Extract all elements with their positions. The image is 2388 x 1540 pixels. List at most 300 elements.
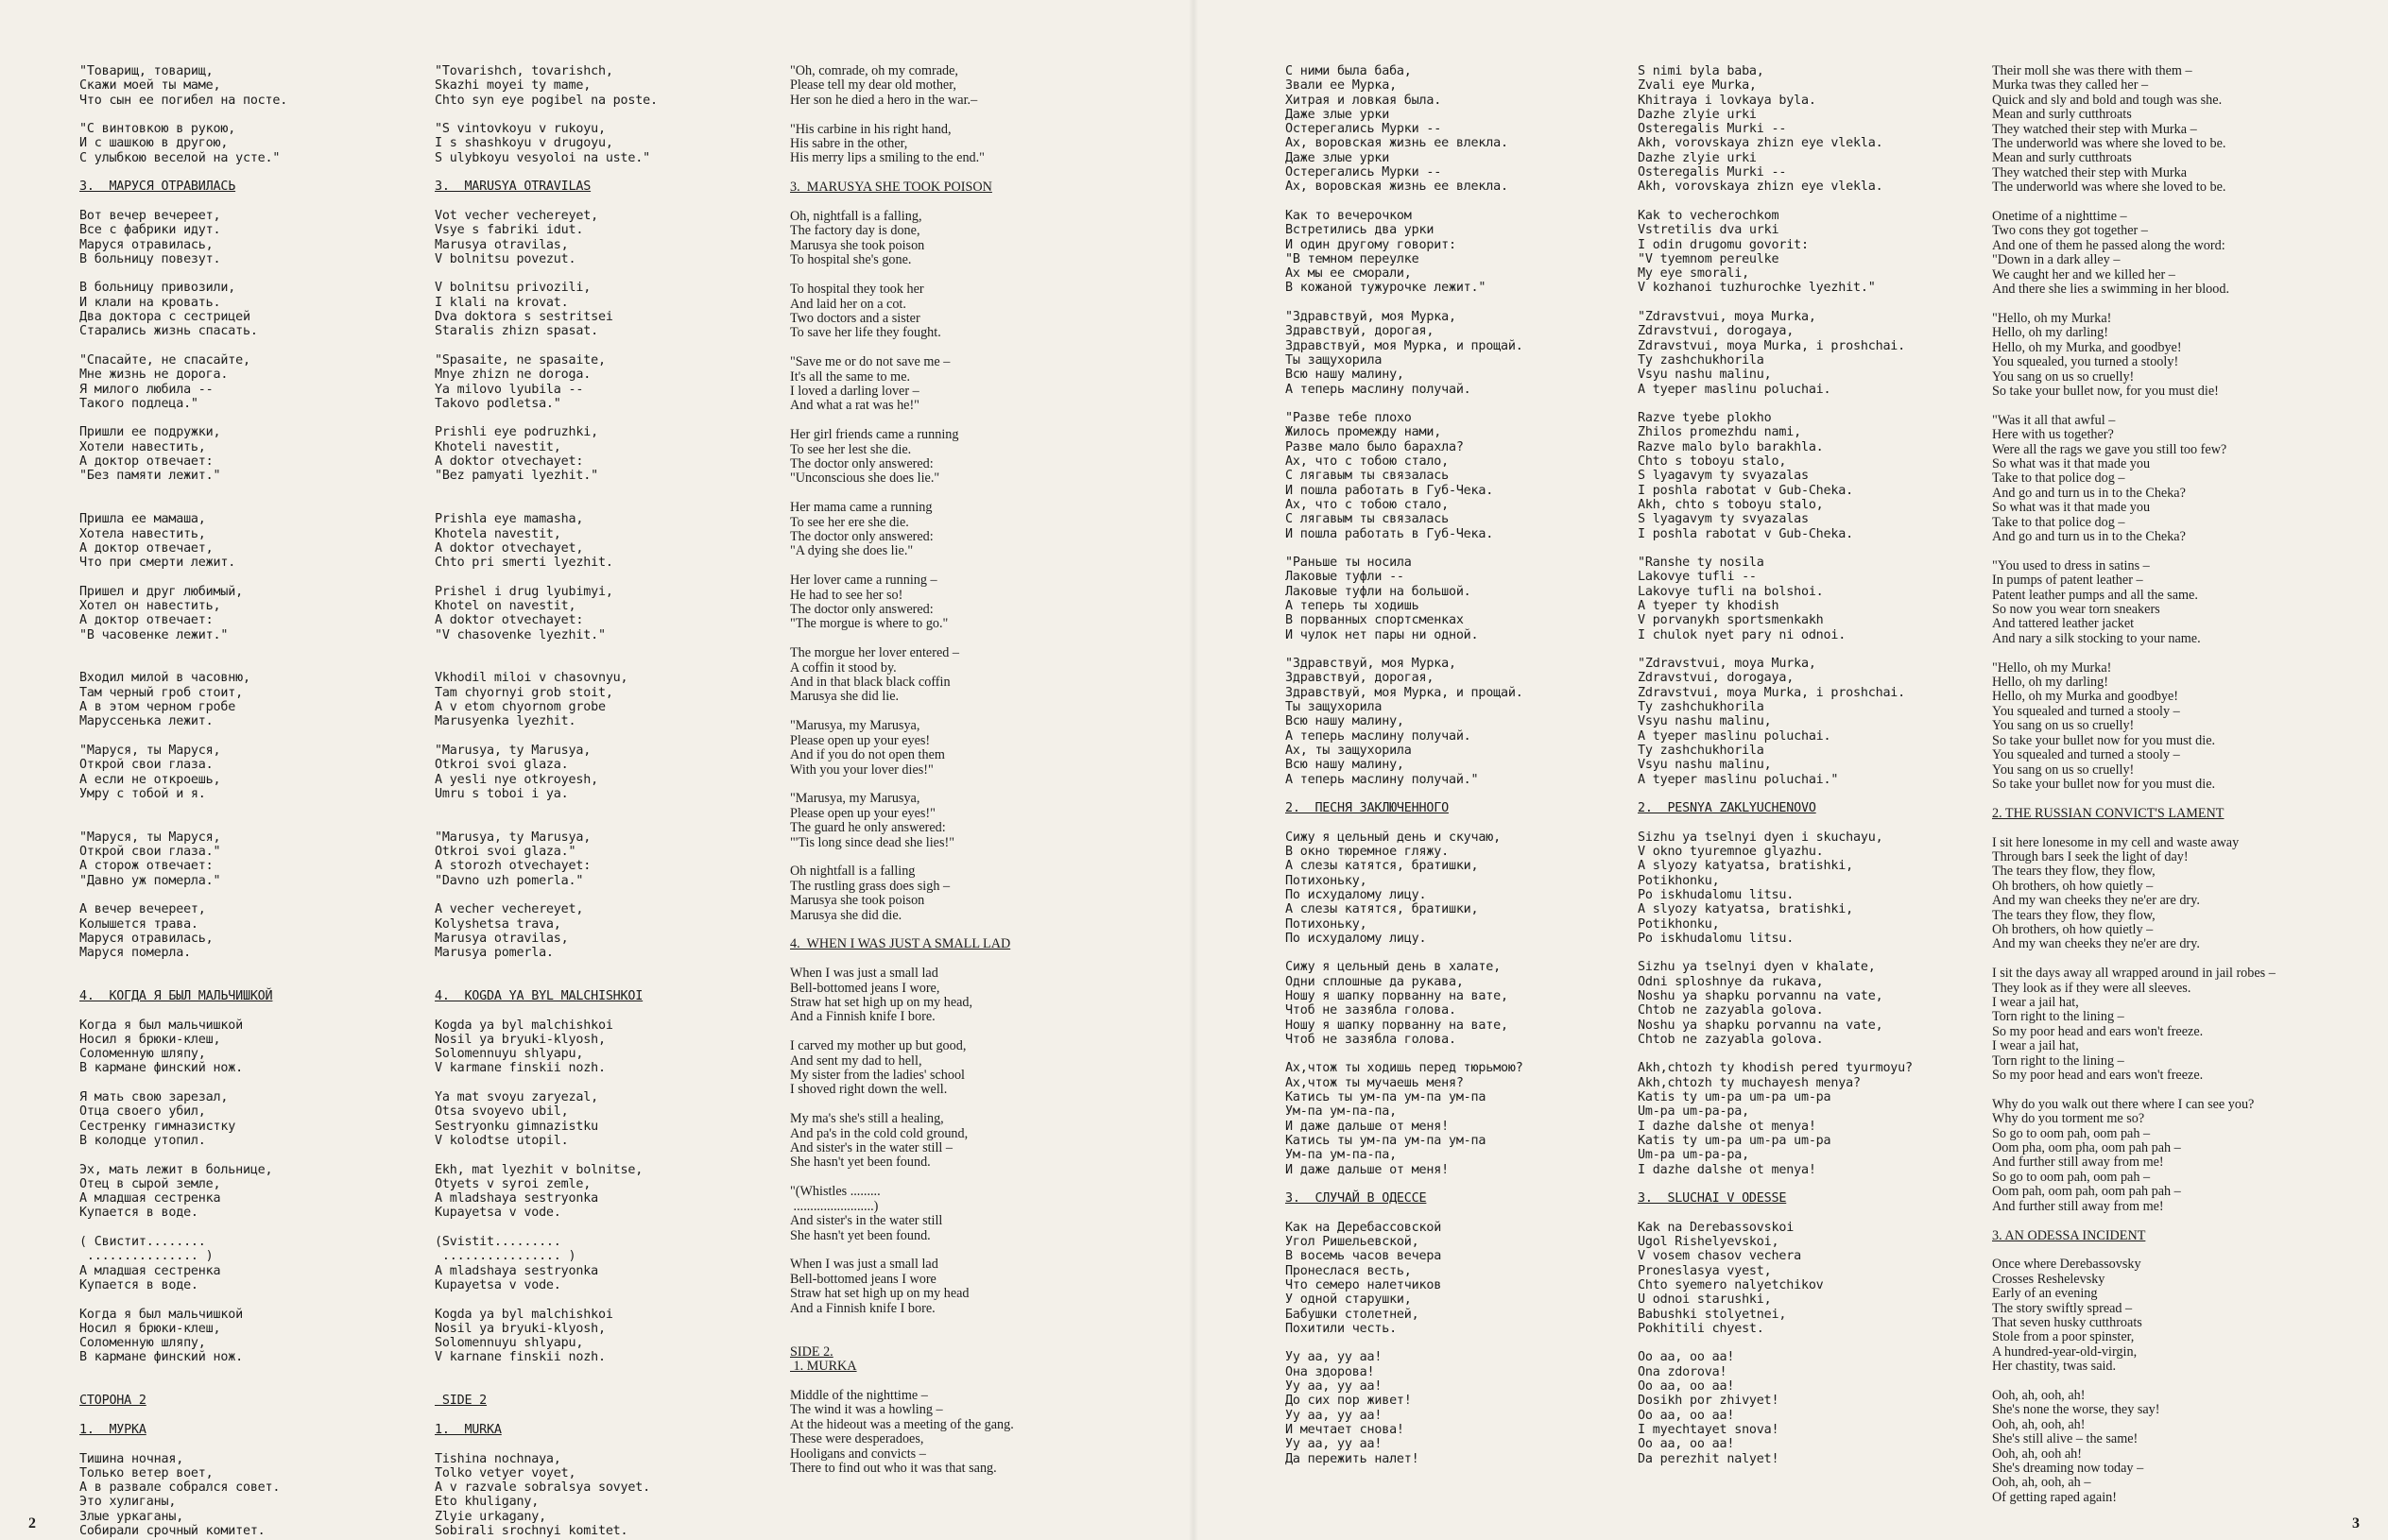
center-fold (1189, 0, 1198, 1540)
blank-line (435, 570, 775, 584)
lyric-line: To hospital they took her (790, 282, 924, 298)
lyric-line: А слезы катятся, братишки, (1285, 902, 1479, 917)
lyric-line: Onetime of a nighttime – (1992, 209, 2127, 225)
lyric-line: Please open up your eyes!" (790, 805, 936, 821)
blank-line (435, 642, 775, 657)
lyric-line: Potikhonku, (1638, 916, 1720, 932)
lyric-line: А теперь маслину получай. (1285, 382, 1471, 397)
blank-line (79, 1292, 420, 1307)
lyric-line: "S vintovkoyu v rukoyu, (435, 122, 606, 137)
blank-line (1638, 642, 1978, 657)
lyric-line: 3. AN ODESSA INCIDENT (1992, 1227, 2146, 1243)
blank-line (790, 1171, 1130, 1185)
lyric-line: Всю нашу малину, (1285, 758, 1404, 773)
blank-line (1992, 1214, 2332, 1228)
blank-line (435, 888, 775, 902)
lyric-line: Пришли ее подружки, (79, 425, 221, 440)
lyric-line: Takovo podletsa." (435, 396, 561, 411)
lyric-line: Одни сплошные да рукава, (1285, 974, 1464, 989)
lyric-line: "В темном переулке (1285, 251, 1419, 266)
lyric-line: And sister's in the water still – (790, 1140, 953, 1156)
blank-line (1638, 1047, 1978, 1061)
lyric-line: And a Finnish knife I bore. (790, 1009, 936, 1025)
blank-line (435, 195, 775, 209)
lyric-line: (Svistit......... (435, 1235, 561, 1250)
lyric-line: When I was just a small lad (790, 1257, 938, 1273)
lyric-line: A vecher vechereyet, (435, 902, 584, 917)
lyric-line: В восемь часов вечера (1285, 1249, 1442, 1264)
lyric-line: So take your bullet now for you must die. (1992, 776, 2216, 792)
lyric-line: Straw hat set high up on my head, (790, 995, 973, 1010)
lyric-line: A doktor otvechayet: (435, 613, 584, 628)
blank-line (435, 975, 775, 989)
lyric-line: Ona zdorova! (1638, 1364, 1727, 1379)
lyric-line: Um-pa um-pa-pa, (1638, 1148, 1749, 1163)
lyric-line: To see her lest she die. (790, 441, 912, 457)
lyric-line: Ooh, ah, ooh, ah! (1992, 1416, 2086, 1432)
blank-line (435, 1379, 775, 1394)
lyric-line: А теперь маслину получай. (1285, 728, 1471, 744)
blank-line (790, 1025, 1130, 1039)
lyric-line: Take to that police dog – (1992, 471, 2125, 487)
blank-line (790, 166, 1130, 180)
lyric-line: A v razvale sobralsya sovyet. (435, 1480, 650, 1496)
lyric-line: Kak na Derebassovskoi (1638, 1220, 1795, 1235)
lyric-line: Prishel i drug lyubimyi, (435, 584, 613, 599)
lyric-line: I poshla rabotat v Gub-Cheka. (1638, 483, 1853, 498)
lyric-line: S nimi byla baba, (1638, 64, 1764, 78)
lyric-line: Proneslasya vyest, (1638, 1263, 1772, 1278)
lyric-line: С лягавым ты связалась (1285, 512, 1449, 527)
lyric-line: It's all the same to me. (790, 368, 911, 385)
lyric-line: Разве мало было барахла? (1285, 439, 1464, 454)
blank-line (1638, 787, 1978, 801)
blank-line (1992, 399, 2332, 413)
lyric-line: V kolodtse utopil. (435, 1133, 569, 1148)
lyric-line: Dazhe zlyie urki (1638, 107, 1757, 122)
lyric-line: Lakovye tufli na bolshoi. (1638, 584, 1824, 599)
lyric-line: Torn right to the lining – (1992, 1009, 2124, 1025)
lyric-line: Through bars I seek the light of day! (1992, 848, 2189, 864)
lyric-line: Все с фабрики идут. (79, 223, 221, 238)
lyric-line: "Маруся, ты Маруся, (79, 743, 221, 758)
lyric-line: Oh brothers, oh how quietly – (1992, 921, 2154, 937)
lyric-line: "You used to dress in satins – (1992, 557, 2150, 573)
blank-line (790, 268, 1130, 282)
lyric-line: Пришла ее мамаша, (79, 512, 206, 527)
lyric-line: Хотела навестить, (79, 526, 206, 541)
blank-line (790, 1098, 1130, 1112)
blank-line (79, 815, 420, 830)
lyric-line: Как то вечерочком (1285, 208, 1412, 223)
lyric-line: She hasn't yet been found. (790, 1227, 931, 1243)
lyric-line: Hooligans and convicts – (790, 1446, 926, 1462)
lyric-line: Stole from a poor spinster, (1992, 1329, 2135, 1345)
lyric-line: Osteregalis Murki -- (1638, 165, 1787, 180)
lyric-line: So my poor head and ears won't freeze. (1992, 1068, 2204, 1084)
lyric-line: So take your bullet now, for you must die! (1992, 383, 2219, 399)
lyric-line: Zdravstvui, dorogaya, (1638, 671, 1795, 686)
lyric-line: To save her life they fought. (790, 325, 941, 341)
lyric-line: The wind it was a howling – (790, 1402, 943, 1418)
lyric-line: A v etom chyornom grobe (435, 700, 606, 715)
lyric-line: In pumps of patent leather – (1992, 573, 2143, 589)
lyric-line: Купается в воде. (79, 1206, 198, 1221)
lyric-line: Chtob ne zazyabla golova. (1638, 1032, 1824, 1047)
blank-line (79, 266, 420, 281)
lyric-line: Prishli eye podruzhki, (435, 425, 598, 440)
lyric-line: "'Tis long since dead she lies!" (790, 834, 954, 850)
lyric-line: A tyeper maslinu poluchai." (1638, 772, 1839, 787)
lyric-line: Osteregalis Murki -- (1638, 122, 1787, 137)
lyric-line: ................ ) (435, 1249, 576, 1264)
lyric-line: Skazhi moyei ty mame, (435, 78, 592, 94)
blank-line (435, 498, 775, 512)
blank-line (1285, 1177, 1625, 1191)
lyric-line: Zdravstvui, moya Murka, i proshchai. (1638, 338, 1906, 353)
lyric-line: Mean and surly cutthroats (1992, 150, 2132, 166)
blank-line (1638, 1206, 1978, 1220)
lyric-line: I odin drugomu govorit: (1638, 237, 1809, 252)
lyric-line: He had to see her so! (790, 587, 903, 603)
lyric-line: Umru s toboi i ya. (435, 786, 569, 801)
lyric-line: "Zdravstvui, moya Murka, (1638, 657, 1816, 672)
lyric-line: "Zdravstvui, moya Murka, (1638, 310, 1816, 325)
lyric-line: Hello, oh my Murka, and goodbye! (1992, 339, 2182, 355)
lyric-line: По исхудалому лицу. (1285, 931, 1427, 946)
lyric-line: I poshla rabotat v Gub-Cheka. (1638, 526, 1853, 541)
lyric-line: "Раньше ты носила (1285, 556, 1412, 571)
lyric-line: А если не откроешь, (79, 772, 221, 787)
lyric-line: "В часовенке лежит." (79, 627, 229, 642)
lyric-line: Носил я брюки-клеш, (79, 1321, 221, 1336)
lyric-line: "The morgue is where to go." (790, 616, 949, 632)
lyric-line: Даже злые урки (1285, 150, 1390, 165)
lyric-line: Kupayetsa v vode. (435, 1206, 561, 1221)
blank-line (1638, 397, 1978, 411)
lyric-line: "Маруся, ты Маруся, (79, 830, 221, 845)
lyric-line: And further still away from me! (1992, 1198, 2164, 1214)
lyric-line: And laid her on a cot. (790, 296, 906, 312)
lyric-line: Открой свои глаза. (79, 758, 214, 773)
lyric-line: With you your lover dies!" (790, 761, 934, 778)
lyric-line: И даже дальше от меня! (1285, 1162, 1449, 1177)
blank-line (435, 1292, 775, 1307)
blank-line (435, 1148, 775, 1162)
lyric-line: I myechtayet snova! (1638, 1422, 1779, 1437)
lyric-line: Bell-bottomed jeans I wore (790, 1271, 936, 1287)
lyric-line: Уу аа, уу аа! (1285, 1408, 1383, 1423)
lyric-line: В колодце утопил. (79, 1133, 206, 1148)
lyric-line: Once where Derebassovsky (1992, 1257, 2141, 1273)
lyric-line: Akh,chtozh ty muchayesh menya? (1638, 1075, 1861, 1090)
lyric-line: Сижу я цельный день в халате, (1285, 960, 1501, 975)
lyric-line: Zlyie urkagany, (435, 1509, 546, 1524)
lyric-line: Razve malo bylo barakhla. (1638, 439, 1824, 454)
lyric-line: Patent leather pumps and all the same. (1992, 587, 2198, 603)
lyric-line: Хотел он навестить, (79, 598, 221, 613)
lyric-line: Vsye s fabriki idut. (435, 223, 584, 238)
lyric-line: I chulok nyet pary ni odnoi. (1638, 627, 1847, 642)
lyric-line: S lyagavym ty svyazalas (1638, 469, 1809, 484)
lyric-line: В больницу повезут. (79, 251, 221, 266)
lyric-line: I sit here lonesome in my cell and waste away (1992, 834, 2240, 850)
blank-line (79, 657, 420, 671)
lyric-line: Oo aa, oo aa! (1638, 1408, 1735, 1423)
lyric-line: Po iskhudalomu litsu. (1638, 931, 1795, 946)
blank-line (1285, 1206, 1625, 1220)
lyric-line: They watched their step with Murka – (1992, 121, 2197, 137)
lyric-line: А доктор отвечает, (79, 540, 214, 556)
lyric-line: Уу аа, уу аа! (1285, 1379, 1383, 1395)
lyric-line: Отца своего убил, (79, 1104, 206, 1120)
lyric-line: Хотели навестить, (79, 439, 206, 454)
lyric-line: Встретились два урки (1285, 223, 1435, 238)
lyric-line: The rustling grass does sigh – (790, 878, 951, 894)
lyric-line: His merry lips a smiling to the end." (790, 150, 985, 166)
lyric-line: Mnye zhizn ne doroga. (435, 368, 592, 383)
lyric-line: Лаковые туфли -- (1285, 570, 1404, 585)
lyric-line: 4. WHEN I WAS JUST A SMALL LAD (790, 936, 1011, 952)
lyric-line: Oh nightfall is a falling (790, 864, 916, 880)
blank-line (790, 487, 1130, 501)
lyric-line: Chto syemero nalyetchikov (1638, 1277, 1824, 1292)
lyric-line: S lyagavym ty svyazalas (1638, 512, 1809, 527)
blank-line (435, 729, 775, 744)
blank-line (790, 1330, 1130, 1344)
lyric-line: Quick and sly and bold and tough was she. (1992, 92, 2223, 108)
lyric-line: У одной старушки, (1285, 1292, 1412, 1308)
blank-line (435, 266, 775, 281)
lyric-line: Хитрая и ловкая была. (1285, 93, 1442, 108)
lyric-line: Колышется трава. (79, 916, 198, 932)
blank-line (79, 108, 420, 122)
blank-line (435, 1076, 775, 1090)
blank-line (1285, 195, 1625, 209)
lyric-line: Why do you torment me so? (1992, 1111, 2145, 1127)
lyric-line: Ty zashchukhorila (1638, 700, 1764, 715)
blank-line (790, 1316, 1130, 1330)
blank-line (79, 642, 420, 657)
lyric-line: I sit the days away all wrapped around in jail robes – (1992, 966, 2276, 982)
blank-line (790, 632, 1130, 646)
blank-line (1992, 298, 2332, 312)
lyric-line: Please open up your eyes! (790, 732, 931, 748)
lyric-line: И мечтает снова! (1285, 1422, 1404, 1437)
lyric-line: "Hello, oh my Murka! (1992, 659, 2112, 676)
lyric-line: Were all the rags we gave you still too few? (1992, 441, 2227, 457)
lyric-line: Noshu ya shapku porvannu na vate, (1638, 989, 1883, 1003)
lyric-line: You sang on us so cruelly! (1992, 761, 2135, 778)
lyric-line: SIDE 2 (435, 1394, 488, 1409)
lyric-line: A mladshaya sestryonka (435, 1191, 598, 1206)
lyric-line: А вечер вечереет, (79, 902, 206, 917)
lyric-line: Маруся отравилась, (79, 237, 214, 252)
lyric-line: Zdravstvui, moya Murka, i proshchai. (1638, 685, 1906, 700)
blank-line (1992, 1375, 2332, 1389)
lyric-line: Потихоньку, (1285, 916, 1367, 932)
lyric-line: 2. ПЕСНЯ ЗАКЛЮЧЕННОГО (1285, 801, 1449, 816)
lyric-line: We caught her and we killed her – (1992, 266, 2175, 282)
lyric-line: Соломенную шляпу, (79, 1047, 206, 1062)
blank-line (79, 729, 420, 744)
lyric-line: "(Whistles ......... (790, 1184, 881, 1200)
lyric-line: Умру с тобой и я. (79, 786, 206, 801)
blank-line (790, 559, 1130, 573)
blank-line (790, 923, 1130, 937)
lyric-line: И пошла работать в Губ-Чека. (1285, 483, 1494, 498)
lyric-line: До сих пор живет! (1285, 1394, 1412, 1409)
lyric-line: Ooh, ah, ooh, ah – (1992, 1475, 2091, 1491)
lyric-line: "Save me or do not save me – (790, 354, 951, 370)
lyric-line: A tyeper maslinu poluchai. (1638, 728, 1831, 744)
lyric-line: The tears they flow, they flow, (1992, 907, 2156, 923)
lyric-line: Oom pha, oom pha, oom pah pah – (1992, 1140, 2181, 1156)
lyrics-column-3 (790, 64, 1130, 1476)
lyric-line: My eye smorali, (1638, 266, 1749, 282)
lyric-line: Chto pri smerti lyezhit. (435, 556, 613, 571)
lyric-line: His sabre in the other, (790, 136, 908, 152)
lyric-line: Akh, vorovskaya zhizn eye vlekla. (1638, 136, 1883, 151)
lyric-line: They look as if they were all sleeves. (1992, 980, 2191, 996)
lyric-line: Чтоб не зазябла голова. (1285, 1003, 1456, 1018)
blank-line (1285, 296, 1625, 310)
lyric-line: "Oh, comrade, oh my comrade, (790, 63, 958, 78)
lyric-line: The morgue her lover entered – (790, 645, 959, 661)
lyric-line: Сижу я цельный день и скучаю, (1285, 830, 1501, 845)
lyric-line: Ты защухорила (1285, 700, 1383, 715)
blank-line (79, 411, 420, 425)
blank-line (790, 952, 1130, 967)
blank-line (1992, 952, 2332, 967)
lyric-line: Oo aa, oo aa! (1638, 1437, 1735, 1452)
lyric-line: That seven husky cutthroats (1992, 1314, 2142, 1330)
lyric-line: To see her ere she die. (790, 514, 909, 530)
lyric-line: СТОРОНА 2 (79, 1394, 146, 1409)
lyric-line: "Спасайте, не спасайте, (79, 352, 250, 368)
lyric-line: Старались жизнь спасать. (79, 324, 258, 339)
blank-line (1992, 1083, 2332, 1097)
blank-line (1992, 646, 2332, 660)
lyric-line: Ношу я шапку порванну на вате, (1285, 989, 1508, 1003)
lyric-line: И клали на кровать. (79, 295, 221, 310)
lyric-line: В порванных спортсменках (1285, 613, 1464, 628)
lyric-line: В кожаной тужурочке лежит." (1285, 281, 1486, 296)
blank-line (1638, 815, 1978, 830)
lyric-line: V bolnitsu privozili, (435, 281, 592, 296)
lyric-line: "V chasovenke lyezhit." (435, 627, 606, 642)
lyric-line: Ум-па ум-па-па, (1285, 1148, 1397, 1163)
lyric-line: And sent my dad to hell, (790, 1052, 922, 1069)
lyric-line: She's dreaming now today – (1992, 1461, 2144, 1476)
lyric-line: Zhilos promezhdu nami, (1638, 425, 1801, 440)
lyrics-column-1 (79, 64, 420, 1538)
lyric-line: My ma's she's still a healing, (790, 1111, 944, 1127)
lyric-line: A storozh otvechayet: (435, 859, 592, 874)
lyric-line: Вот вечер вечереет, (79, 208, 221, 223)
blank-line (1285, 946, 1625, 960)
lyric-line: Oh, nightfall is a falling, (790, 209, 922, 225)
lyric-line: Murka twas they called her – (1992, 77, 2149, 94)
lyric-line: I s shashkoyu v drugoyu, (435, 136, 613, 151)
blank-line (79, 165, 420, 180)
lyric-line: And sister's in the water still (790, 1213, 943, 1229)
lyric-line: Vkhodil miloi v chasovnyu, (435, 671, 628, 686)
lyric-line: Два доктора с сестрицей (79, 310, 250, 325)
lyric-line: Crosses Reshelevsky (1992, 1271, 2105, 1287)
lyric-line: Dva doktora s sestritsei (435, 310, 613, 325)
lyric-line: "Marusya, ty Marusya, (435, 830, 592, 845)
lyric-line: Vsyu nashu malinu, (1638, 714, 1772, 729)
lyric-line: А младшая сестренка (79, 1191, 221, 1206)
blank-line (790, 778, 1130, 792)
lyric-line: And my wan cheeks they ne'er are dry. (1992, 936, 2200, 952)
lyric-line: A yesli nye otkroyesh, (435, 772, 598, 787)
lyric-line: Жилось промежду нами, (1285, 425, 1442, 440)
blank-line (79, 1437, 420, 1451)
lyric-line: Чтоб не зазябла голова. (1285, 1032, 1456, 1047)
lyric-line: Ugol Rishelyevskoi, (1638, 1235, 1779, 1250)
lyric-line: Здравствуй, дорогая, (1285, 671, 1435, 686)
lyric-line: Eto khuligany, (435, 1495, 540, 1510)
lyric-line: Marusya she took poison (790, 893, 925, 909)
blank-line (435, 815, 775, 830)
lyric-line: А в этом черном гробе (79, 700, 236, 715)
lyric-line: "С винтовкою в рукою, (79, 122, 236, 137)
lyric-line: Akh,chtozh ty khodish pered tyurmoyu? (1638, 1061, 1913, 1076)
blank-line (790, 108, 1130, 122)
blank-line (79, 498, 420, 512)
lyric-line: "Давно уж померла." (79, 873, 221, 888)
lyric-line: And my wan cheeks they ne'er are dry. (1992, 893, 2200, 909)
lyric-line: А в развале собрался совет. (79, 1480, 281, 1496)
lyric-line: Nosil ya bryuki-klyosh, (435, 1321, 606, 1336)
lyric-line: Ya mat svoyu zaryezal, (435, 1090, 598, 1105)
lyric-line: 2. THE RUSSIAN CONVICT'S LAMENT (1992, 805, 2225, 821)
blank-line (790, 1375, 1130, 1389)
blank-line (435, 1409, 775, 1423)
blank-line (79, 801, 420, 815)
lyric-line: С улыбкою веселой на усте." (79, 150, 281, 165)
lyric-line: Бабушки столетней, (1285, 1307, 1419, 1322)
lyric-line: Her chastity, twas said. (1992, 1359, 2117, 1375)
lyric-line: V karnane finskii nozh. (435, 1350, 606, 1365)
lyric-line: Я милого любила -- (79, 382, 214, 397)
blank-line (79, 484, 420, 498)
lyric-line: 3. MARUSYA SHE TOOK POISON (790, 180, 992, 196)
lyric-line: Lakovye tufli -- (1638, 570, 1757, 585)
lyric-line: The factory day is done, (790, 223, 920, 239)
lyric-line: Kak to vecherochkom (1638, 208, 1779, 223)
lyric-line: Vot vecher vechereyet, (435, 208, 598, 223)
lyrics-column-2 (435, 64, 775, 1538)
lyric-line: Akh, chto s toboyu stalo, (1638, 497, 1824, 512)
lyric-line: Babushki stolyetnei, (1638, 1307, 1787, 1322)
lyric-line: A tyeper ty khodish (1638, 598, 1779, 613)
lyric-line: These were desperadoes, (790, 1431, 924, 1447)
lyric-line: Two doctors and a sister (790, 310, 920, 326)
lyric-line: Take to that police dog – (1992, 514, 2125, 530)
blank-line (1285, 787, 1625, 801)
lyric-line: You squealed, you turned a stooly! (1992, 354, 2179, 370)
lyric-line: Why do you walk out there where I can see you? (1992, 1096, 2255, 1112)
lyric-line: Ooh, ah, ooh, ah! (1992, 1387, 2086, 1403)
blank-line (1285, 642, 1625, 657)
lyric-line: Всю нашу малину, (1285, 714, 1404, 729)
lyric-line: Tolko vetyer voyet, (435, 1465, 576, 1480)
lyric-line: Vstretilis dva urki (1638, 223, 1779, 238)
lyric-line: Ах мы ее смоpали, (1285, 266, 1412, 282)
